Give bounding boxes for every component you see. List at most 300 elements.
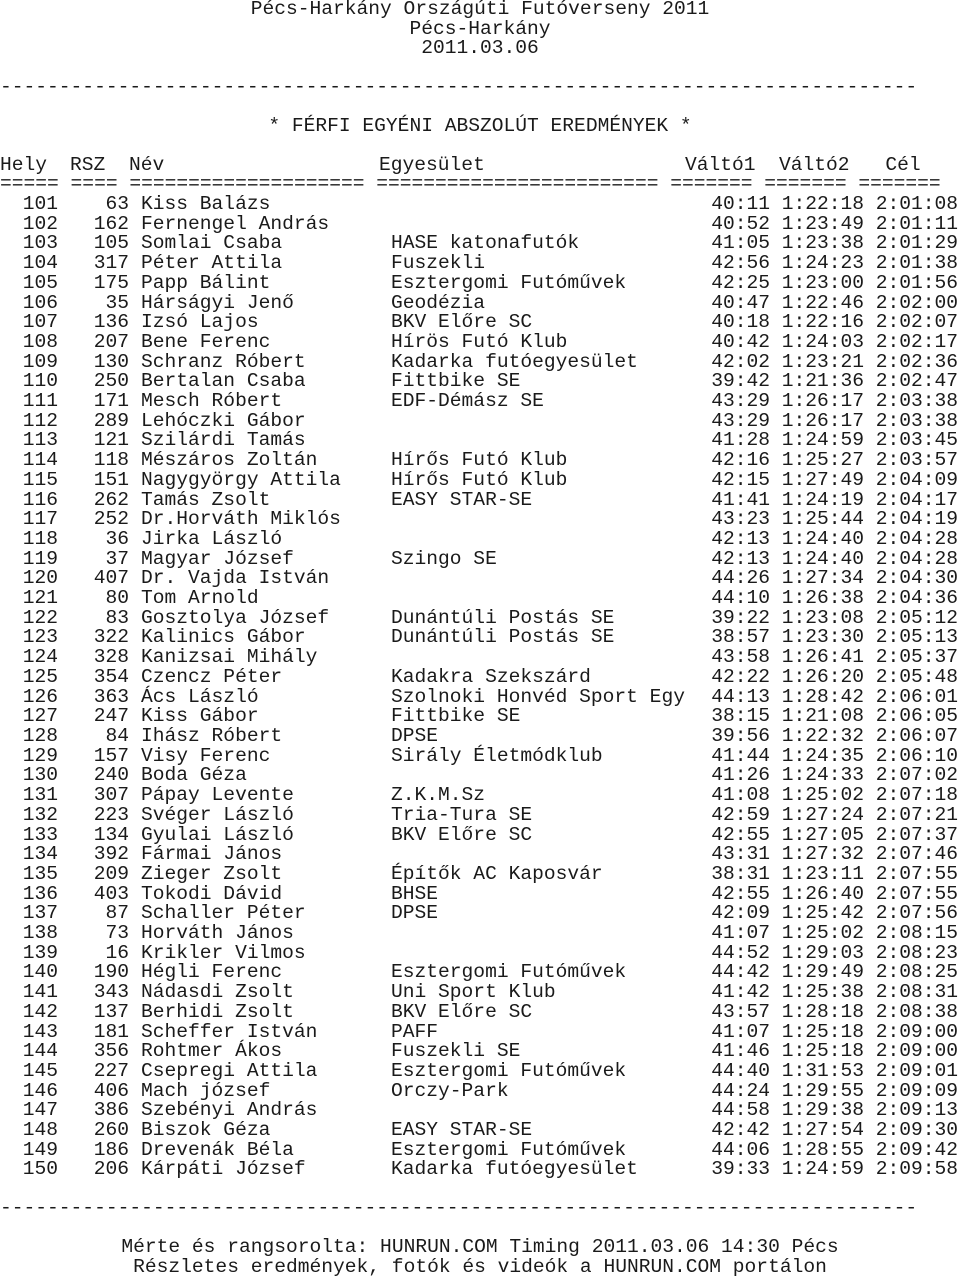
table-row <box>0 786 958 806</box>
cell-valto1: 40:18 <box>711 311 770 334</box>
cell-cel: 2:02:47 <box>875 370 958 393</box>
cell-nev: Izsó Lajos <box>141 311 259 334</box>
cell-hely: 120 <box>22 567 58 590</box>
cell-valto1: 42:09 <box>711 902 770 925</box>
cell-valto1: 42:55 <box>711 823 770 846</box>
cell-cel: 2:08:15 <box>875 922 958 945</box>
cell-cel: 2:02:07 <box>875 311 958 334</box>
cell-valto2: 1:25:02 <box>781 922 864 945</box>
cell-hely: 142 <box>22 1000 58 1023</box>
col-valto2: Váltó2 <box>779 154 850 176</box>
cell-valto2: 1:24:33 <box>781 764 864 787</box>
cell-egyesulet: EASY STAR-SE <box>391 1119 533 1142</box>
column-divider: ===== ==== ==================== ======================== ======= ======= ======= <box>0 173 941 195</box>
cell-valto1: 43:23 <box>711 508 770 531</box>
table-row <box>0 392 958 412</box>
cell-cel: 2:08:23 <box>875 941 958 964</box>
cell-valto1: 40:47 <box>711 291 770 314</box>
cell-hely: 150 <box>22 1158 58 1181</box>
cell-nev: Schranz Róbert <box>141 350 306 373</box>
cell-hely: 116 <box>22 488 58 511</box>
cell-valto1: 44:13 <box>711 685 770 708</box>
table-row <box>0 862 958 885</box>
table-row <box>0 527 958 550</box>
cell-valto2: 1:23:00 <box>781 271 864 294</box>
cell-cel: 2:09:42 <box>875 1138 958 1161</box>
cell-rsz: 209 <box>93 862 129 885</box>
cell-rsz: 35 <box>105 291 129 314</box>
cell-rsz: 181 <box>93 1020 129 1043</box>
cell-egyesulet: EDF-Démász SE <box>391 390 544 413</box>
cell-nev: Kiss Gábor <box>141 705 259 728</box>
cell-nev: Rohtmer Ákos <box>141 1040 283 1063</box>
cell-rsz: 262 <box>93 488 129 511</box>
cell-nev: Ács László <box>141 685 259 708</box>
cell-rsz: 260 <box>93 1119 129 1142</box>
cell-nev: Krikler Vilmos <box>141 941 306 964</box>
cell-hely: 101 <box>22 193 58 215</box>
cell-hely: 145 <box>22 1059 58 1082</box>
cell-valto2: 1:25:18 <box>781 1040 864 1063</box>
cell-valto1: 41:05 <box>711 232 770 255</box>
cell-hely: 109 <box>22 350 58 373</box>
cell-valto2: 1:23:30 <box>781 626 864 649</box>
cell-valto1: 42:56 <box>711 252 770 275</box>
cell-hely: 107 <box>22 311 58 334</box>
cell-nev: Dr.Horváth Miklós <box>141 508 341 531</box>
cell-valto2: 1:25:42 <box>781 902 864 925</box>
cell-valto2: 1:25:02 <box>781 784 864 807</box>
cell-nev: Tom Arnold <box>141 587 259 610</box>
table-row <box>0 313 958 333</box>
cell-cel: 2:08:25 <box>875 961 958 984</box>
cell-nev: Gosztolya József <box>141 606 330 629</box>
cell-hely: 147 <box>22 1099 58 1122</box>
cell-cel: 2:04:30 <box>875 567 958 590</box>
cell-rsz: 406 <box>93 1079 129 1102</box>
cell-nev: Mesch Róbert <box>141 390 283 413</box>
cell-egyesulet: Dunántúli Postás SE <box>391 626 615 649</box>
cell-nev: Magyar József <box>141 547 294 570</box>
cell-valto2: 1:26:41 <box>781 646 864 669</box>
event-date: 2011.03.06 <box>421 37 539 60</box>
cell-valto2: 1:29:49 <box>781 961 864 984</box>
cell-hely: 138 <box>22 922 58 945</box>
cell-rsz: 386 <box>93 1099 129 1122</box>
cell-cel: 2:03:38 <box>875 390 958 413</box>
cell-hely: 125 <box>22 665 58 688</box>
cell-cel: 2:07:02 <box>875 764 958 787</box>
cell-valto2: 1:28:42 <box>781 685 864 708</box>
cell-nev: Lehóczki Gábor <box>141 409 306 432</box>
cell-valto2: 1:23:21 <box>781 350 864 373</box>
cell-rsz: 190 <box>93 961 129 984</box>
cell-valto1: 38:31 <box>711 862 770 885</box>
cell-rsz: 157 <box>93 744 129 767</box>
cell-valto2: 1:27:34 <box>781 567 864 590</box>
cell-valto1: 43:31 <box>711 843 770 866</box>
cell-nev: Szilárdi Tamás <box>141 429 306 452</box>
cell-nev: Boda Géza <box>141 764 247 787</box>
cell-rsz: 206 <box>93 1158 129 1181</box>
cell-egyesulet: EASY STAR-SE <box>391 488 533 511</box>
table-row <box>0 451 958 471</box>
cell-egyesulet: Fuszekli <box>391 252 486 275</box>
cell-valto1: 42:25 <box>711 271 770 294</box>
cell-valto2: 1:24:59 <box>781 429 864 452</box>
cell-cel: 2:04:28 <box>875 527 958 550</box>
cell-hely: 121 <box>22 587 58 610</box>
cell-hely: 105 <box>22 271 58 294</box>
cell-rsz: 118 <box>93 449 129 472</box>
top-divider: ------------------------------------------------------------------------------ <box>0 78 918 98</box>
cell-rsz: 289 <box>93 409 129 432</box>
cell-rsz: 392 <box>93 843 129 866</box>
cell-rsz: 247 <box>93 705 129 728</box>
cell-nev: Schaller Péter <box>141 902 306 925</box>
cell-egyesulet: PAFF <box>391 1020 439 1043</box>
table-row <box>0 330 958 353</box>
cell-valto1: 38:57 <box>711 626 770 649</box>
cell-rsz: 80 <box>105 587 129 610</box>
cell-rsz: 63 <box>105 193 129 215</box>
cell-rsz: 175 <box>93 271 129 294</box>
cell-nev: Nagygyörgy Attila <box>141 468 341 491</box>
cell-rsz: 84 <box>105 724 129 747</box>
cell-nev: Hárságyi Jenő <box>141 291 294 314</box>
cell-rsz: 137 <box>93 1000 129 1023</box>
cell-cel: 2:07:56 <box>875 902 958 925</box>
cell-egyesulet: Kadakra Szekszárd <box>391 665 591 688</box>
cell-egyesulet: Esztergomi Futóművek <box>391 1138 627 1161</box>
cell-valto1: 43:29 <box>711 409 770 432</box>
cell-hely: 112 <box>22 409 58 432</box>
cell-valto2: 1:26:20 <box>781 665 864 688</box>
cell-rsz: 356 <box>93 1040 129 1063</box>
cell-valto1: 44:40 <box>711 1059 770 1082</box>
cell-egyesulet: BHSE <box>391 882 439 905</box>
cell-egyesulet: Tria-Tura SE <box>391 803 533 826</box>
table-row <box>0 803 958 826</box>
cell-hely: 134 <box>22 843 58 866</box>
cell-cel: 2:07:21 <box>875 803 958 826</box>
cell-cel: 2:08:38 <box>875 1000 958 1023</box>
cell-nev: Ihász Róbert <box>141 724 283 747</box>
cell-egyesulet: Uni Sport Klub <box>391 981 556 1004</box>
cell-nev: Bertalan Csaba <box>141 370 306 393</box>
table-row <box>0 510 958 530</box>
cell-egyesulet: Fuszekli SE <box>391 1040 521 1063</box>
cell-valto2: 1:24:19 <box>781 488 864 511</box>
cell-egyesulet: Esztergomi Futóművek <box>391 961 627 984</box>
cell-nev: Kiss Balázs <box>141 193 271 215</box>
cell-hely: 103 <box>22 232 58 255</box>
cell-hely: 127 <box>22 705 58 728</box>
cell-egyesulet: BKV Előre SC <box>391 1000 533 1023</box>
cell-rsz: 207 <box>93 330 129 353</box>
cell-rsz: 73 <box>105 922 129 945</box>
cell-hely: 108 <box>22 330 58 353</box>
cell-rsz: 136 <box>93 311 129 334</box>
cell-hely: 113 <box>22 429 58 452</box>
cell-rsz: 307 <box>93 784 129 807</box>
cell-cel: 2:02:17 <box>875 330 958 353</box>
cell-valto2: 1:26:17 <box>781 409 864 432</box>
cell-valto1: 43:57 <box>711 1000 770 1023</box>
col-valto1: Váltó1 <box>685 154 756 176</box>
table-row <box>0 589 958 609</box>
cell-cel: 2:05:12 <box>875 606 958 629</box>
cell-cel: 2:05:37 <box>875 646 958 669</box>
cell-valto2: 1:27:05 <box>781 823 864 846</box>
cell-hely: 104 <box>22 252 58 275</box>
cell-rsz: 151 <box>93 468 129 491</box>
cell-cel: 2:04:09 <box>875 468 958 491</box>
cell-nev: Péter Attila <box>141 252 283 275</box>
cell-valto2: 1:27:49 <box>781 468 864 491</box>
cell-valto2: 1:21:36 <box>781 370 864 393</box>
cell-rsz: 403 <box>93 882 129 905</box>
cell-rsz: 227 <box>93 1059 129 1082</box>
cell-valto2: 1:27:32 <box>781 843 864 866</box>
cell-nev: Drevenák Béla <box>141 1138 294 1161</box>
cell-egyesulet: Esztergomi Futóművek <box>391 271 627 294</box>
cell-egyesulet: Z.K.M.Sz <box>391 784 486 807</box>
cell-valto1: 42:13 <box>711 527 770 550</box>
cell-rsz: 105 <box>93 232 129 255</box>
cell-hely: 123 <box>22 626 58 649</box>
cell-hely: 118 <box>22 527 58 550</box>
cell-valto1: 44:24 <box>711 1079 770 1102</box>
cell-valto1: 41:44 <box>711 744 770 767</box>
cell-rsz: 240 <box>93 764 129 787</box>
cell-valto1: 42:55 <box>711 882 770 905</box>
table-row <box>0 983 958 1003</box>
cell-valto1: 44:52 <box>711 941 770 964</box>
cell-valto2: 1:22:46 <box>781 291 864 314</box>
cell-hely: 135 <box>22 862 58 885</box>
cell-cel: 2:06:01 <box>875 685 958 708</box>
cell-nev: Tokodi Dávid <box>141 882 283 905</box>
cell-nev: Papp Bálint <box>141 271 271 294</box>
cell-valto2: 1:23:49 <box>781 212 864 235</box>
cell-valto2: 1:28:55 <box>781 1138 864 1161</box>
table-row <box>0 195 958 215</box>
cell-valto2: 1:31:53 <box>781 1059 864 1082</box>
cell-hely: 131 <box>22 784 58 807</box>
cell-rsz: 121 <box>93 429 129 452</box>
cell-valto1: 40:42 <box>711 330 770 353</box>
cell-hely: 126 <box>22 685 58 708</box>
cell-valto1: 42:59 <box>711 803 770 826</box>
cell-hely: 106 <box>22 291 58 314</box>
cell-rsz: 354 <box>93 665 129 688</box>
results-table <box>0 195 958 1180</box>
cell-valto2: 1:24:35 <box>781 744 864 767</box>
cell-egyesulet: Szolnoki Honvéd Sport Egy <box>391 685 685 708</box>
table-row <box>0 665 958 688</box>
cell-valto1: 41:28 <box>711 429 770 452</box>
cell-cel: 2:07:37 <box>875 823 958 846</box>
cell-valto2: 1:28:18 <box>781 1000 864 1023</box>
table-row <box>0 1042 958 1062</box>
cell-nev: Fernengel András <box>141 212 330 235</box>
col-hely: Hely <box>0 154 48 176</box>
cell-rsz: 171 <box>93 390 129 413</box>
cell-hely: 148 <box>22 1119 58 1142</box>
cell-nev: Scheffer István <box>141 1020 318 1043</box>
cell-egyesulet: Építők AC Kaposvár <box>391 862 603 885</box>
cell-nev: Csepregi Attila <box>141 1059 318 1082</box>
section-title: * FÉRFI EGYÉNI ABSZOLÚT EREDMÉNYEK * <box>268 115 692 137</box>
cell-valto1: 42:16 <box>711 449 770 472</box>
cell-nev: Jirka László <box>141 527 283 550</box>
cell-nev: Mészáros Zoltán <box>141 449 318 472</box>
cell-valto1: 42:22 <box>711 665 770 688</box>
cell-valto2: 1:24:03 <box>781 330 864 353</box>
cell-valto1: 43:29 <box>711 390 770 413</box>
bottom-divider: ------------------------------------------------------------------------------ <box>0 1199 918 1219</box>
cell-egyesulet: Geodézia <box>391 291 486 314</box>
cell-egyesulet: BKV Előre SC <box>391 823 533 846</box>
cell-rsz: 407 <box>93 567 129 590</box>
cell-cel: 2:04:36 <box>875 587 958 610</box>
cell-valto2: 1:24:59 <box>781 1158 864 1181</box>
cell-hely: 128 <box>22 724 58 747</box>
cell-valto2: 1:22:32 <box>781 724 864 747</box>
cell-cel: 2:01:56 <box>875 271 958 294</box>
cell-rsz: 83 <box>105 606 129 629</box>
cell-cel: 2:04:28 <box>875 547 958 570</box>
results-header <box>0 0 960 59</box>
cell-hely: 117 <box>22 508 58 531</box>
cell-valto2: 1:24:40 <box>781 547 864 570</box>
cell-egyesulet: Hírős Futó Klub <box>391 449 568 472</box>
cell-valto1: 44:10 <box>711 587 770 610</box>
cell-valto1: 39:42 <box>711 370 770 393</box>
table-row <box>0 1160 958 1180</box>
cell-nev: Svéger László <box>141 803 294 826</box>
table-row <box>0 271 958 294</box>
cell-egyesulet: BKV Előre SC <box>391 311 533 334</box>
cell-nev: Kalinics Gábor <box>141 626 306 649</box>
cell-cel: 2:07:55 <box>875 882 958 905</box>
col-rsz: RSZ <box>70 154 106 176</box>
cell-hely: 149 <box>22 1138 58 1161</box>
cell-valto2: 1:24:40 <box>781 527 864 550</box>
cell-valto2: 1:25:27 <box>781 449 864 472</box>
cell-nev: Gyulai László <box>141 823 294 846</box>
cell-nev: Hégli Ferenc <box>141 961 283 984</box>
cell-nev: Nádasdi Zsolt <box>141 981 294 1004</box>
cell-cel: 2:09:09 <box>875 1079 958 1102</box>
cell-valto1: 41:26 <box>711 764 770 787</box>
cell-cel: 2:05:48 <box>875 665 958 688</box>
col-egyesulet: Egyesület <box>379 154 485 176</box>
col-cel: Cél <box>885 154 921 176</box>
cell-cel: 2:09:13 <box>875 1099 958 1122</box>
table-row <box>0 1121 958 1141</box>
cell-rsz: 363 <box>93 685 129 708</box>
cell-nev: Horváth János <box>141 922 294 945</box>
cell-rsz: 162 <box>93 212 129 235</box>
cell-cel: 2:09:00 <box>875 1020 958 1043</box>
cell-valto1: 44:58 <box>711 1099 770 1122</box>
cell-cel: 2:01:29 <box>875 232 958 255</box>
table-row <box>0 468 958 491</box>
cell-valto1: 44:26 <box>711 567 770 590</box>
cell-nev: Berhidi Zsolt <box>141 1000 294 1023</box>
cell-rsz: 36 <box>105 527 129 550</box>
cell-rsz: 134 <box>93 823 129 846</box>
cell-egyesulet: Sirály Életmódklub <box>391 744 603 767</box>
cell-egyesulet: HASE katonafutók <box>391 232 580 255</box>
cell-cel: 2:06:05 <box>875 705 958 728</box>
cell-hely: 141 <box>22 981 58 1004</box>
cell-rsz: 130 <box>93 350 129 373</box>
cell-valto2: 1:22:16 <box>781 311 864 334</box>
cell-egyesulet: DPSE <box>391 902 439 925</box>
cell-valto1: 42:02 <box>711 350 770 373</box>
results-footer <box>0 1238 960 1277</box>
cell-nev: Biszok Géza <box>141 1119 271 1142</box>
cell-rsz: 322 <box>93 626 129 649</box>
cell-nev: Somlai Csaba <box>141 232 283 255</box>
cell-rsz: 252 <box>93 508 129 531</box>
cell-cel: 2:01:11 <box>875 212 958 235</box>
cell-hely: 146 <box>22 1079 58 1102</box>
cell-nev: Pápay Levente <box>141 784 294 807</box>
cell-egyesulet: Dunántúli Postás SE <box>391 606 615 629</box>
event-title: Pécs-Harkány Országúti Futóverseny 2011 <box>250 0 710 20</box>
cell-hely: 139 <box>22 941 58 964</box>
cell-valto2: 1:26:38 <box>781 587 864 610</box>
cell-rsz: 223 <box>93 803 129 826</box>
cell-valto2: 1:25:38 <box>781 981 864 1004</box>
cell-cel: 2:01:38 <box>875 252 958 275</box>
cell-nev: Zieger Zsolt <box>141 862 283 885</box>
table-row <box>0 648 958 668</box>
cell-hely: 144 <box>22 1040 58 1063</box>
cell-valto1: 41:46 <box>711 1040 770 1063</box>
cell-valto1: 43:58 <box>711 646 770 669</box>
cell-cel: 2:04:19 <box>875 508 958 531</box>
cell-cel: 2:07:46 <box>875 843 958 866</box>
cell-hely: 140 <box>22 961 58 984</box>
cell-valto2: 1:29:03 <box>781 941 864 964</box>
cell-hely: 130 <box>22 764 58 787</box>
cell-valto2: 1:23:38 <box>781 232 864 255</box>
cell-valto1: 40:11 <box>711 193 770 215</box>
cell-valto1: 41:41 <box>711 488 770 511</box>
cell-egyesulet: DPSE <box>391 724 439 747</box>
cell-cel: 2:07:55 <box>875 862 958 885</box>
cell-hely: 122 <box>22 606 58 629</box>
cell-egyesulet: Orczy-Park <box>391 1079 509 1102</box>
cell-valto2: 1:27:54 <box>781 1119 864 1142</box>
cell-cel: 2:09:00 <box>875 1040 958 1063</box>
cell-hely: 136 <box>22 882 58 905</box>
cell-hely: 143 <box>22 1020 58 1043</box>
table-row <box>0 924 958 944</box>
cell-cel: 2:09:30 <box>875 1119 958 1142</box>
cell-cel: 2:02:00 <box>875 291 958 314</box>
cell-hely: 129 <box>22 744 58 767</box>
table-row <box>0 1000 958 1023</box>
cell-hely: 119 <box>22 547 58 570</box>
cell-cel: 2:05:13 <box>875 626 958 649</box>
cell-egyesulet: Esztergomi Futóművek <box>391 1059 627 1082</box>
